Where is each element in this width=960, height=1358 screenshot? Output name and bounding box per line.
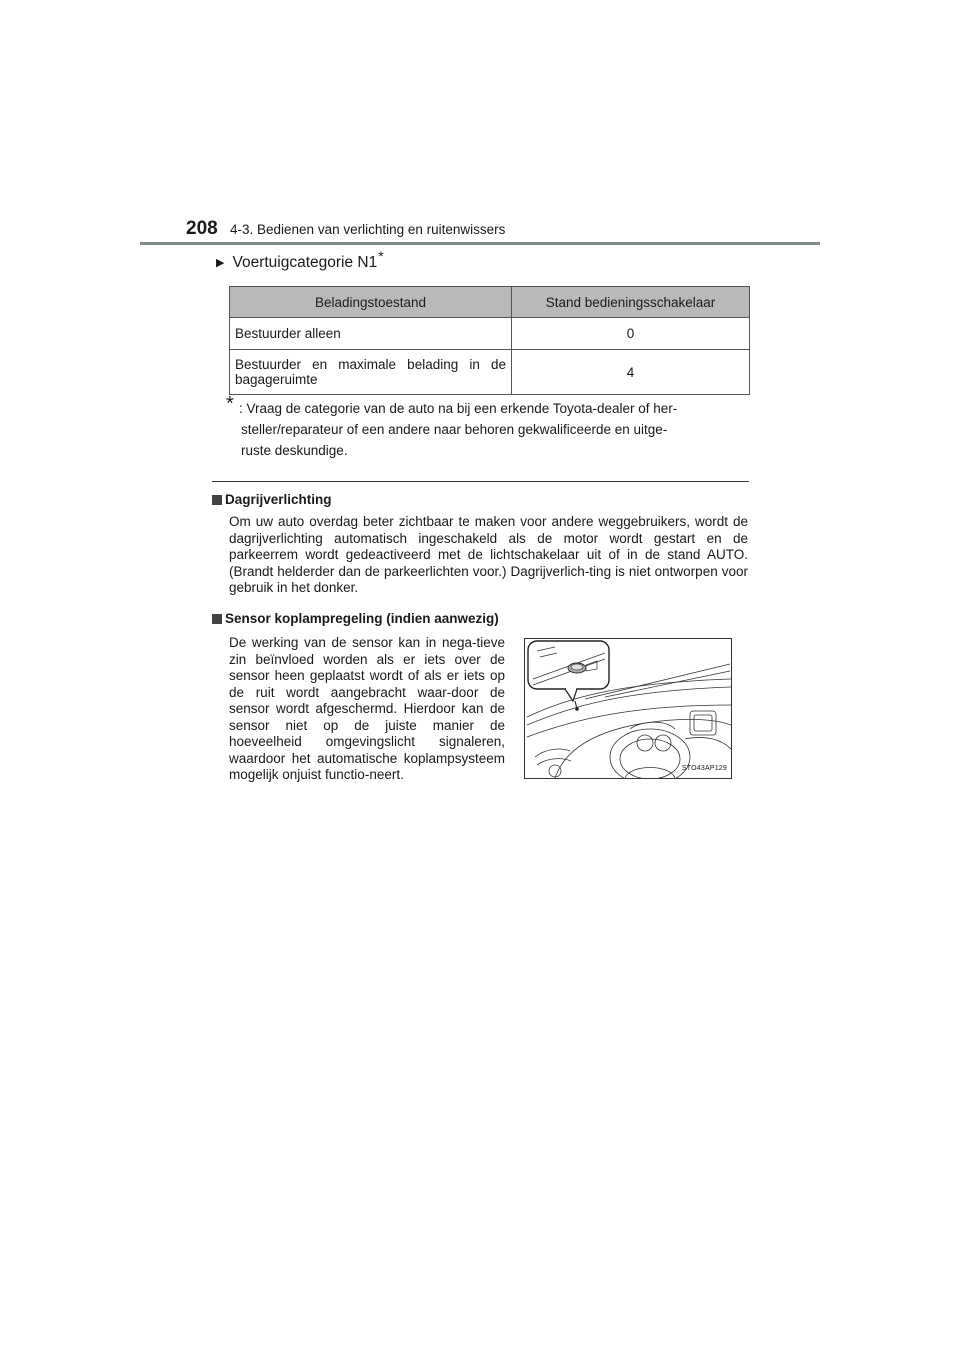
footnote-line: steller/reparateur of een andere naar behoren gekwalificeerde en uitge- bbox=[241, 422, 668, 437]
load-condition-table bbox=[229, 286, 750, 395]
vehicle-category-heading bbox=[216, 248, 384, 272]
dashboard-illustration bbox=[525, 639, 731, 778]
table-row bbox=[230, 318, 750, 350]
sensor-title: Sensor koplampregeling (indien aanwezig) bbox=[225, 611, 499, 626]
sensor-location-figure bbox=[524, 638, 732, 779]
triangle-bullet-icon: ▶ bbox=[216, 257, 225, 269]
column-header-condition: Beladingstoestand bbox=[230, 287, 512, 318]
section-title: 4-3. Bedienen van verlichting en ruitenwissers bbox=[230, 222, 506, 237]
daytime-lights-text: Om uw auto overdag beter zichtbaar te maken voor andere weggebruikers, wordt de dagrijverlichting automatisch ingeschakeld als de motor wordt gestart en de parkeerrem wordt gedeactiveerd met de lichtschakelaar uit of in de stand AUTO. (Brandt helderder dan de parkeerlichten voor.) Dagrijverlich-ting is niet ontworpen voor gebruik in het donker. bbox=[229, 514, 748, 595]
column-header-switch-position: Stand bedieningsschakelaar bbox=[512, 287, 750, 318]
table-row bbox=[230, 350, 750, 395]
footnote-line: : Vraag de categorie van de auto na bij een erkende Toyota-dealer of her- bbox=[239, 401, 678, 416]
category-label: Voertuigcategorie N1 bbox=[232, 254, 378, 271]
sensor-text: De werking van de sensor kan in nega-tieve zin beïnvloed worden als er iets over de sensor heen geplaatst wordt of als er iets op de ruit wordt aangebracht waar-door de sensor wordt afgeschermd. Hierdoor kan de sensor niet op de juiste manier de hoeveelheid omgevingslicht signaleren, waardoor het automatische koplampsysteem mogelijk onjuist functio-neert. bbox=[229, 635, 505, 782]
sensor-heading bbox=[212, 611, 499, 626]
daytime-lights-title: Dagrijverlichting bbox=[225, 492, 332, 507]
figure-code: STO43AP129 bbox=[681, 765, 727, 772]
square-bullet-icon bbox=[212, 614, 222, 624]
page-number: 208 bbox=[186, 218, 218, 239]
square-bullet-icon bbox=[212, 495, 222, 505]
header-rule bbox=[140, 242, 820, 245]
footnote-marker: * bbox=[226, 393, 234, 415]
section-divider bbox=[212, 481, 749, 482]
daytime-lights-heading bbox=[212, 492, 332, 507]
category-footnote-marker: * bbox=[378, 248, 384, 264]
condition-cell: Bestuurder alleen bbox=[230, 318, 512, 350]
switch-position-cell: 0 bbox=[512, 318, 750, 350]
condition-cell: Bestuurder en maximale belading in de bagageruimte bbox=[230, 350, 512, 395]
footnote-line: ruste deskundige. bbox=[241, 443, 348, 458]
switch-position-cell: 4 bbox=[512, 350, 750, 395]
